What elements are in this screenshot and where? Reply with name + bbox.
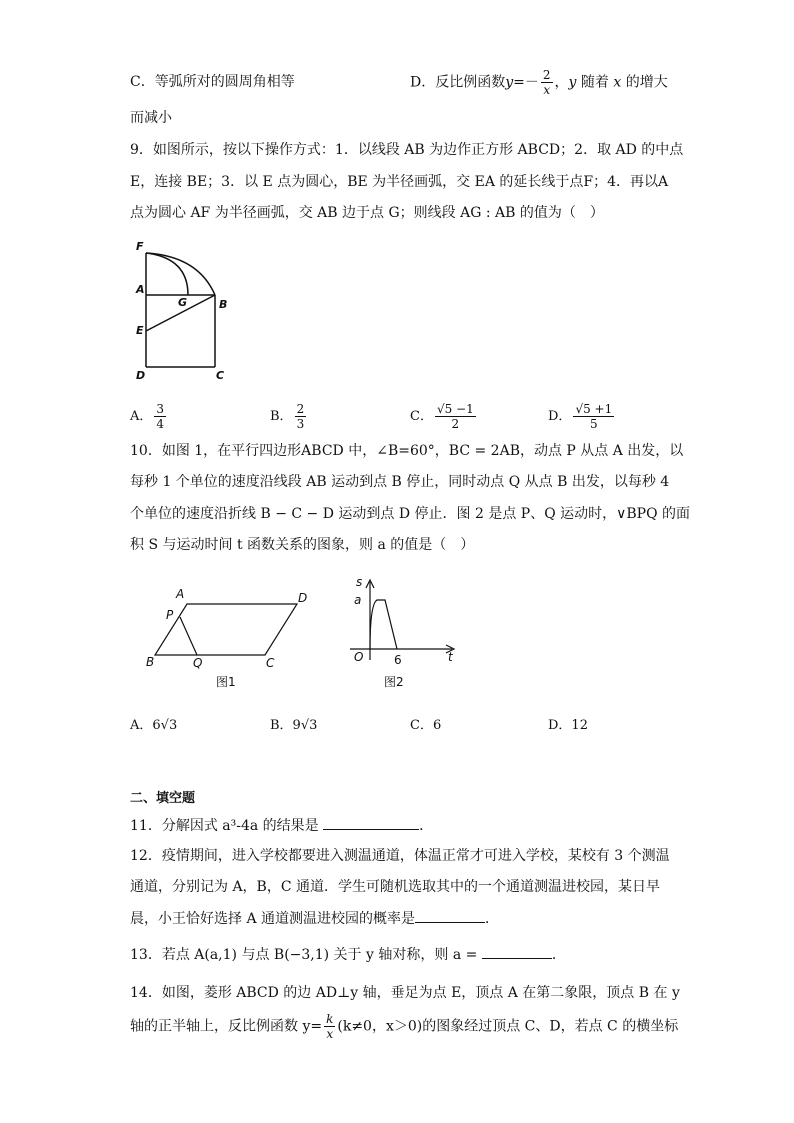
arc-bf — [146, 253, 215, 295]
q14-line-2: 轴的正半轴上，反比例函数 y= $\frac{k}{x}$ (k≠0，x＞0)的图象经过顶点 C、D，若点 C 的横坐标 — [130, 1012, 679, 1041]
q9-option-b: B． $\frac{2}{3}$ — [270, 402, 305, 431]
graph-label-t: t — [448, 650, 453, 664]
q9-option-d: D． $\frac{√5 +1}{5}$ — [548, 402, 613, 431]
q8-equals: =－ — [513, 74, 539, 91]
q10-option-a: A．6√3 — [130, 718, 178, 733]
q9-line-3: 点为圆心 AF 为半径画弧，交 AB 边于点 G；则线段 AG : AB 的值为（ ） — [130, 205, 604, 221]
q9-line-2: E，连接 BE；3．以 E 点为圆心，BE 为半径画弧，交 EA 的延长线于点F；4．再以A — [130, 174, 669, 190]
q12-line-1: 12．疫情期间，进入学校都要进入测温通道，体温正常才可进入学校，某校有 3 个测温 — [130, 848, 670, 864]
fig1-label-q: Q — [193, 656, 203, 670]
q14-line-1: 14．如图，菱形 ABCD 的边 AD⊥y 轴，垂足为点 E，顶点 A 在第二象限，顶点 B 在 y — [130, 985, 680, 1001]
fig1-label-a: A — [176, 587, 185, 601]
graph-label-6: 6 — [394, 653, 402, 667]
q13-line: 13．若点 A(a,1) 与点 B(−3,1) 关于 y 轴对称，则 a = ． — [130, 944, 566, 965]
q10-parallelogram-figure — [140, 582, 330, 694]
q10-option-c: C．6 — [410, 718, 442, 733]
label-c: C — [216, 369, 225, 382]
label-b: B — [219, 298, 228, 311]
q12-line-3: 晨，小王恰好选择 A 通道测温进校园的概率是 ． — [130, 908, 499, 929]
q14-fraction: $\frac{k}{x}$ — [326, 1012, 334, 1041]
q8-fraction: $\frac{2}{x}$ — [542, 68, 551, 97]
q12-answer-blank[interactable] — [415, 908, 485, 923]
q11-answer-blank[interactable] — [323, 815, 419, 830]
label-g: G — [178, 296, 188, 309]
label-a: A — [136, 283, 145, 296]
q8-option-d: D．反比例函数y=－ $\frac{2}{x}$ ，y 随着 x 的增大 — [410, 68, 668, 97]
fig1-caption: 图1 — [216, 675, 236, 689]
q10-line-3: 个单位的速度沿折线 B − C − D 运动到点 D 停止．图 2 是点 P、Q 运动时，∨BPQ 的面 — [130, 506, 690, 522]
q12-line-2: 通道，分别记为 A，B，C 通道．学生可随机选取其中的一个通道测温进校园，某日早 — [130, 879, 661, 895]
q10-line-2: 每秒 1 个单位的速度沿线段 AB 运动到点 B 停止，同时动点 Q 从点 B 出发，以每秒 4 — [130, 474, 670, 490]
q9-option-a: A． $\frac{3}{4}$ — [130, 402, 165, 431]
q8-option-c: C．等弧所对的圆周角相等 — [130, 74, 295, 90]
q8-option-d-prefix: D．反比例函数 — [410, 74, 506, 91]
q10-graph-figure — [340, 574, 460, 696]
graph-label-s: s — [356, 575, 363, 589]
fig1-label-b: B — [146, 655, 155, 669]
segment-pq — [180, 617, 197, 655]
fig2-caption: 图2 — [384, 675, 404, 689]
q10-option-d: D．12 — [548, 718, 588, 733]
label-e: E — [136, 324, 144, 337]
graph-label-a: a — [354, 593, 362, 607]
fig1-label-p: P — [166, 608, 174, 622]
q9-option-c: C． $\frac{√5 -1}{2}$ — [410, 402, 474, 431]
q8-option-d-continued: 而减小 — [130, 110, 172, 126]
q9-square-figure — [128, 236, 238, 386]
parallelogram-abcd — [155, 604, 297, 655]
q10-line-1: 10．如图 1，在平行四边形ABCD 中，∠B=60°，BC = 2AB，动点 P 从点 A 出发，以 — [130, 443, 684, 459]
q8-var-y: y — [505, 74, 514, 91]
arc-fg — [146, 253, 188, 295]
label-d: D — [136, 369, 146, 382]
q10-line-4: 积 S 与运动时间 t 函数关系的图象，则 a 的值是（ ） — [130, 537, 475, 553]
fig1-label-d: D — [298, 591, 308, 605]
q9-line-1: 9．如图所示，按以下操作方式：1．以线段 AB 为边作正方形 ABCD；2．取 AD 的中点 — [130, 142, 684, 158]
q10-option-b: B．9√3 — [270, 718, 318, 733]
graph-label-o: O — [354, 650, 364, 664]
q13-answer-blank[interactable] — [482, 944, 552, 959]
q11-line: 11．分解因式 a³-4a 的结果是 ． — [130, 815, 433, 836]
section-title: 二、填空题 — [130, 791, 196, 806]
label-f: F — [136, 240, 144, 253]
fig1-label-c: C — [266, 656, 275, 670]
graph-curve — [370, 600, 397, 649]
